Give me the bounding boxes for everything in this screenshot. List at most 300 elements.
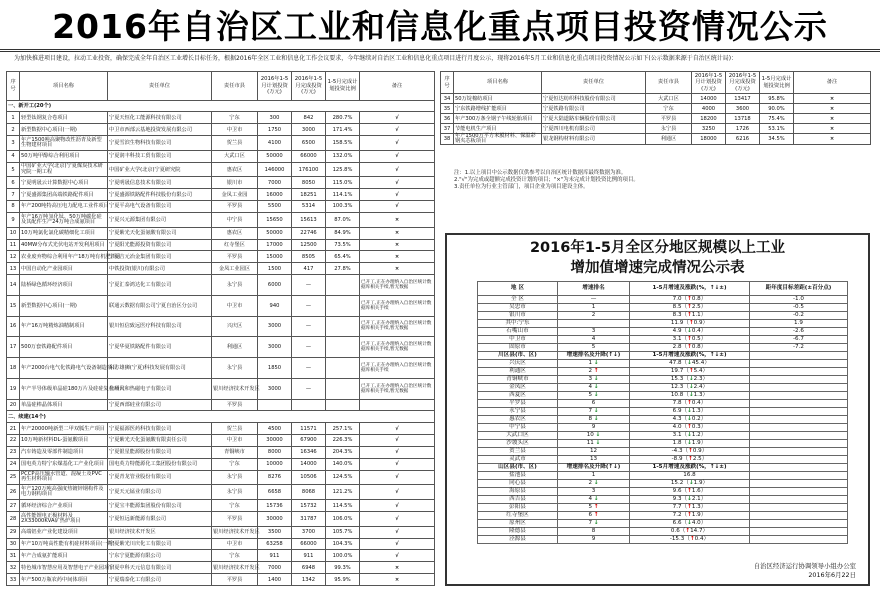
responsible-county: 中卫市 [212,538,258,550]
column-header: 项目名称 [454,72,542,94]
completed-investment: 8050 [292,177,326,189]
remark: × [794,134,871,145]
project-name: 50万锭棉纺项目 [454,94,542,104]
target-gap: -6.7 [750,336,848,344]
growth-change: 0.3 [691,424,701,430]
completion-ratio: 280.7% [326,112,360,124]
county-name: 平罗县 [478,400,558,408]
row-number: 4 [7,150,20,162]
table-row [7,446,435,458]
remark: √ [360,485,435,500]
planned-investment: 15650 [258,212,292,227]
planned-investment: 4100 [258,136,292,151]
down-arrow-icon: ↓ [595,440,601,446]
table-row [7,538,435,550]
planned-investment: 3500 [258,526,292,538]
table-row [7,177,435,189]
row-number: 3 [7,136,20,151]
up-arrow-icon: ↑ [687,336,692,342]
growth-value: 7.8（↑0.4） [630,400,750,408]
responsible-unit: 中国矿业大学(北京)宁夏研究院 [108,162,212,177]
completion-ratio [326,399,360,411]
column-header: 2016年1-5月完成投资(万元) [726,72,760,94]
growth-rate: 9.3 [672,496,682,502]
growth-change: 1.6 [691,488,701,494]
rank-number: 7 [588,520,593,526]
responsible-county: 惠农区 [212,162,258,177]
rank-number: 9 [591,424,596,430]
table-row [441,134,871,145]
responsible-county: 贺兰县 [212,136,258,151]
responsible-county: 大武口区 [646,94,692,104]
completion-ratio: 105.7% [326,526,360,538]
rank-number: 3 [591,488,596,494]
planned-investment: 30000 [258,511,292,526]
growth-column-header: 距年度目标差距(±百分点) [750,282,848,296]
column-header: 1-5月完成计划投资比例 [326,72,360,101]
county-name: 大武口区 [478,432,558,440]
completion-ratio [326,337,360,358]
responsible-county: 中宁县 [212,212,258,227]
planned-investment: 15000 [258,251,292,263]
county-name: 贺兰县 [478,448,558,456]
down-arrow-icon: ↓ [593,520,599,526]
county-rank [558,360,630,368]
down-arrow-icon: ↓ [593,416,599,422]
growth-value: 15.2（↓1.9） [630,480,750,488]
row-number: 36 [441,114,454,124]
completion-ratio: 34.5% [760,134,794,145]
growth-value: 6.9（↓1.3） [630,408,750,416]
remark: √ [360,177,435,189]
growth-value: 2.8（↑0.8） [630,344,750,352]
growth-rate: 4.0 [672,424,682,430]
project-name: 特色城市智慧应用及智慧电子产业园项目 [20,562,108,574]
planned-investment: 1400 [258,574,292,586]
row-number: 10 [7,227,20,239]
growth-row [478,512,848,520]
growth-row [478,384,848,392]
completed-investment: 22746 [292,227,326,239]
growth-row [478,392,848,400]
table-row [7,189,435,201]
growth-rate: 7.2 [672,512,682,518]
completed-investment: 842 [292,112,326,124]
row-number: 33 [7,574,20,586]
remark: √ [360,470,435,485]
county-name: 泾源县 [478,536,558,544]
completed-investment: 16346 [292,446,326,458]
county-rank [558,512,630,520]
responsible-unit: 宁夏恒达纺织科技股份有限公司 [542,94,646,104]
growth-value: 3.1（↑0.5） [630,336,750,344]
row-number: 16 [7,316,20,337]
growth-row [478,416,848,424]
column-header: 序号 [7,72,20,101]
responsible-county: 银川市 [212,177,258,189]
row-number: 2 [7,124,20,136]
responsible-county: 红寺堡区 [212,239,258,251]
county-rank [558,416,630,424]
growth-change: 2.5 [692,456,702,462]
growth-rate: 6.9 [672,408,682,414]
rank-number: 1 [588,360,593,366]
planned-investment: 3000 [258,337,292,358]
responsible-unit: 宁夏四川电机有限公司 [542,124,646,134]
down-arrow-icon: ↓ [688,392,694,398]
responsible-county: 中卫市 [212,124,258,136]
header-row [441,72,871,94]
table-row [7,124,435,136]
responsible-unit: 宁夏福源医药科技有限公司 [108,423,212,435]
responsible-county: 永宁县 [646,124,692,134]
growth-rate: 4.9 [672,328,682,334]
column-header: 2016年1-5月计划投资(万元) [258,72,292,101]
project-name: 宁夏盛源集团高端铁路配件项目 [20,189,108,201]
growth-rate: 8.3 [672,312,682,318]
target-gap [750,480,848,488]
completion-ratio: 158.5% [326,136,360,151]
county-name: 灵武市 [478,456,558,464]
project-name: 年产10万吨高性能有机硅材料项目(一期) [20,538,108,550]
column-header: 责任市县 [646,72,692,94]
county-rank [558,448,630,456]
planned-investment: 1750 [258,124,292,136]
section-title: 一、新开工(20个) [7,100,435,112]
table-row [7,112,435,124]
rank-number: 4 [588,384,593,390]
target-gap [750,416,848,424]
rank-number: 9 [591,536,596,542]
table-row [441,94,871,104]
project-name: 循环经济综合产业项目 [20,500,108,512]
table-row [441,124,871,134]
growth-row [478,440,848,448]
county-name: 西吉县 [478,496,558,504]
remark: × [360,239,435,251]
signature-block [754,562,856,580]
remark: 已开工,正在办理纳入自治区统计数据库相关手续 [360,295,435,316]
responsible-unit: 银川恒信致远医疗科技有限公司 [108,316,212,337]
remark: √ [360,189,435,201]
down-arrow-icon: ↓ [687,496,692,502]
county-rank [558,440,630,448]
rank-number: 8 [591,528,596,534]
growth-row [478,520,848,528]
growth-column-header: 1-5月增速及涨跌(%，↑↓±) [630,282,750,296]
planned-investment: 4000 [692,104,726,114]
growth-row [478,312,848,320]
responsible-unit: 联通云数据有限公司宁夏自治区分公司 [108,295,212,316]
target-gap: -0.2 [750,312,848,320]
county-rank [558,456,630,464]
growth-rate: -8.9 [671,456,683,462]
down-arrow-icon: ↓ [687,328,692,334]
section-title: 二、续建(14个) [7,411,435,423]
up-arrow-icon: ↑ [688,456,693,462]
growth-subheader [750,464,848,472]
up-arrow-icon: ↑ [688,368,694,374]
responsible-county: 利通区 [646,134,692,145]
target-gap [750,376,848,384]
county-name: 西夏区 [478,392,558,400]
project-name: 农业废弃物综合利用年产18万吨有机肥项目 [20,251,108,263]
completed-investment: 67900 [292,435,326,447]
completion-ratio [326,358,360,379]
responsible-county: 永宁县 [212,485,258,500]
county-rank [558,400,630,408]
target-gap [750,520,848,528]
planned-investment: 1850 [258,358,292,379]
rank-number: 10 [586,432,594,438]
growth-row [478,528,848,536]
rank-number: 12 [589,448,598,454]
growth-change: 0.8 [691,344,701,350]
completed-investment: 15613 [292,212,326,227]
responsible-county: 中卫市 [212,435,258,447]
responsible-county: 平罗县 [646,114,692,124]
project-name: 单晶硅棒晶体项目 [20,399,108,411]
region-name: 石嘴山市 [478,328,558,336]
down-arrow-icon: ↓ [688,480,694,486]
table-row [7,239,435,251]
remark: × [794,94,871,104]
completion-ratio: 124.5% [326,470,360,485]
growth-row [478,456,848,464]
table-row [7,562,435,574]
column-header: 备注 [360,72,435,101]
row-number: 20 [7,399,20,411]
table-row [7,399,435,411]
target-gap: 1.9 [750,320,848,328]
growth-rank: 3 [558,328,630,336]
row-number: 5 [7,162,20,177]
responsible-county: 兴庆区 [212,316,258,337]
responsible-unit: 国电英力特能源化工集团股份有限公司 [108,458,212,470]
region-name: 银川市 [478,312,558,320]
target-gap [750,504,848,512]
remark: √ [360,526,435,538]
target-gap [750,488,848,496]
rank-number: 5 [588,504,593,510]
rank-number: 7 [588,408,593,414]
growth-subheader: 增速排名及升降(↑↓) [558,352,630,360]
growth-row [478,344,848,352]
growth-subheader: 川区县(市、区) [478,352,558,360]
responsible-unit: 宁夏青龙管业股份有限公司 [108,470,212,485]
county-rank [558,432,630,440]
growth-rate: 47.8 [669,360,682,366]
county-rank [558,384,630,392]
county-rank [558,368,630,376]
project-name: 40MW分布式光伏电站开发利用项目 [20,239,108,251]
county-rank [558,480,630,488]
region-name: 其中:宁东 [478,320,558,328]
project-name: 500万套铁路配件项目 [20,337,108,358]
completed-investment: 11571 [292,423,326,435]
row-number: 8 [7,201,20,213]
section-row [7,100,435,112]
up-arrow-icon: ↑ [689,536,695,542]
up-arrow-icon: ↑ [687,504,692,510]
growth-change: 1.1 [691,312,701,318]
growth-rank: 5 [558,344,630,352]
completion-ratio: 99.3% [326,562,360,574]
planned-investment: 10000 [258,458,292,470]
completion-ratio: 95.8% [760,94,794,104]
up-arrow-icon: ↑ [687,344,692,350]
target-gap [750,368,848,376]
row-number: 29 [7,526,20,538]
completion-ratio: 121.2% [326,485,360,500]
responsible-unit: 宁夏兴元源集团有限公司 [108,212,212,227]
growth-change: 0.8 [691,296,701,302]
target-gap [750,512,848,520]
down-arrow-icon: ↓ [687,360,692,366]
growth-value: -15.3（↑0.4） [630,536,750,544]
up-arrow-icon: ↑ [687,296,692,302]
header-row [7,72,435,101]
row-number: 18 [7,358,20,379]
rank-number: 5 [588,392,593,398]
growth-row [478,296,848,304]
growth-row [478,472,848,480]
note-line: 2."√"为完成或超额完成投资计划的项目；"×"为未完成计划投资比例的项目。 [454,177,639,183]
growth-change: 4.0 [691,520,701,526]
target-gap [750,384,848,392]
completed-investment: 13718 [726,114,760,124]
row-number: 9 [7,212,20,227]
responsible-county: 平罗县 [212,574,258,586]
target-gap: -2.6 [750,328,848,336]
planned-investment: 18000 [692,134,726,145]
growth-rank: — [558,296,630,304]
up-arrow-icon: ↑ [688,320,694,326]
growth-value: 4.9（↓0.4） [630,328,750,336]
county-rank [558,488,630,496]
project-name: 年产300万条全钢子午线轮胎项目 [454,114,542,124]
completed-investment: — [292,378,326,399]
remark: √ [360,458,435,470]
planned-investment: 5500 [258,201,292,213]
completed-investment: 8068 [292,485,326,500]
table-row [7,435,435,447]
row-number: 12 [7,251,20,263]
planned-investment: 3000 [258,378,292,399]
growth-change: 1.3 [691,504,701,510]
county-name: 惠农区 [478,416,558,424]
growth-change: 2.5 [691,304,701,310]
project-name: 中国自动化产业园项目 [20,263,108,275]
row-number: 28 [7,511,20,526]
growth-subheader: 1-5月增速及涨跌(%，↑↓±) [630,352,750,360]
up-arrow-icon: ↑ [593,368,599,374]
growth-change: 45.4 [691,360,705,366]
county-rank [558,504,630,512]
table-row [7,458,435,470]
growth-row [478,376,848,384]
remark: 已开工,正在办理纳入自治区统计数据库相关手续,暂无数据 [360,316,435,337]
row-number: 21 [7,423,20,435]
table-row [7,470,435,485]
county-name: 海原县 [478,488,558,496]
growth-row [478,368,848,376]
growth-rate: 6.6 [672,520,682,526]
completion-ratio: 106.0% [326,511,360,526]
growth-table [477,281,848,544]
project-table-left [6,71,435,586]
responsible-county: 青铜峡市 [212,446,258,458]
growth-value: 7.0（↑0.8） [630,296,750,304]
growth-value: 19.7（↑5.4） [630,368,750,376]
remark: √ [360,150,435,162]
responsible-county: 宁东 [212,500,258,512]
completion-ratio: 171.4% [326,124,360,136]
growth-rate: 12.3 [670,384,684,390]
down-arrow-icon: ↓ [688,384,694,390]
project-name: 新型数据中心项目(一期) [20,124,108,136]
rank-number: 8 [588,416,593,422]
row-number: 25 [7,470,20,485]
responsible-unit: 宁夏盛源铁路配件科技股份有限公司 [108,189,212,201]
row-number: 17 [7,337,20,358]
county-rank [558,424,630,432]
planned-investment: 30000 [258,435,292,447]
table-row [7,511,435,526]
responsible-county: 大武口区 [212,150,258,162]
project-name: 陆桥绿色循环经济项目 [20,274,108,295]
responsible-unit: 宁东宁夏能源有限公司 [108,550,212,562]
table-row [7,358,435,379]
target-gap [750,472,848,480]
project-name: 轻型钛钢复合卷项目 [20,112,108,124]
table-row [7,201,435,213]
remark: 已开工,正在办理纳入自治区统计数据库相关手续,暂无数据 [360,337,435,358]
responsible-unit: 宁夏中科天元信息有限公司 [108,562,212,574]
remark: √ [360,538,435,550]
remark: × [794,124,871,134]
growth-change: 14.7 [690,528,703,534]
completed-investment: 13417 [726,94,760,104]
signature-org: 自治区经济运行协调领导小组办公室 [753,562,856,570]
responsible-unit: 宁夏吉元冶金集团有限公司 [108,251,212,263]
growth-column-header: 地 区 [478,282,558,296]
remark: × [360,562,435,574]
completion-ratio [326,274,360,295]
responsible-unit: 银龙钢构材料有限公司 [542,134,646,145]
planned-investment: 16000 [258,189,292,201]
planned-investment: 7000 [258,562,292,574]
responsible-county: 宁东 [646,104,692,114]
growth-rank: 1 [558,304,630,312]
growth-row [478,408,848,416]
planned-investment: 63258 [258,538,292,550]
rank-number: 2 [588,480,593,486]
down-arrow-icon: ↓ [687,408,692,414]
remark: 已开工,正在办理纳入自治区统计数据库相关手续,暂无数据 [360,378,435,399]
growth-rate: 2.8 [672,344,682,350]
county-name: 兴庆区 [478,360,558,368]
remark: √ [360,435,435,447]
planned-investment: 14000 [692,94,726,104]
responsible-unit: 中铁投资(银川)有限公司 [108,263,212,275]
table-row [7,378,435,399]
completion-ratio: 226.3% [326,435,360,447]
growth-rate: 10.8 [670,392,684,398]
remark: × [360,212,435,227]
growth-row [478,304,848,312]
county-rank [558,496,630,504]
